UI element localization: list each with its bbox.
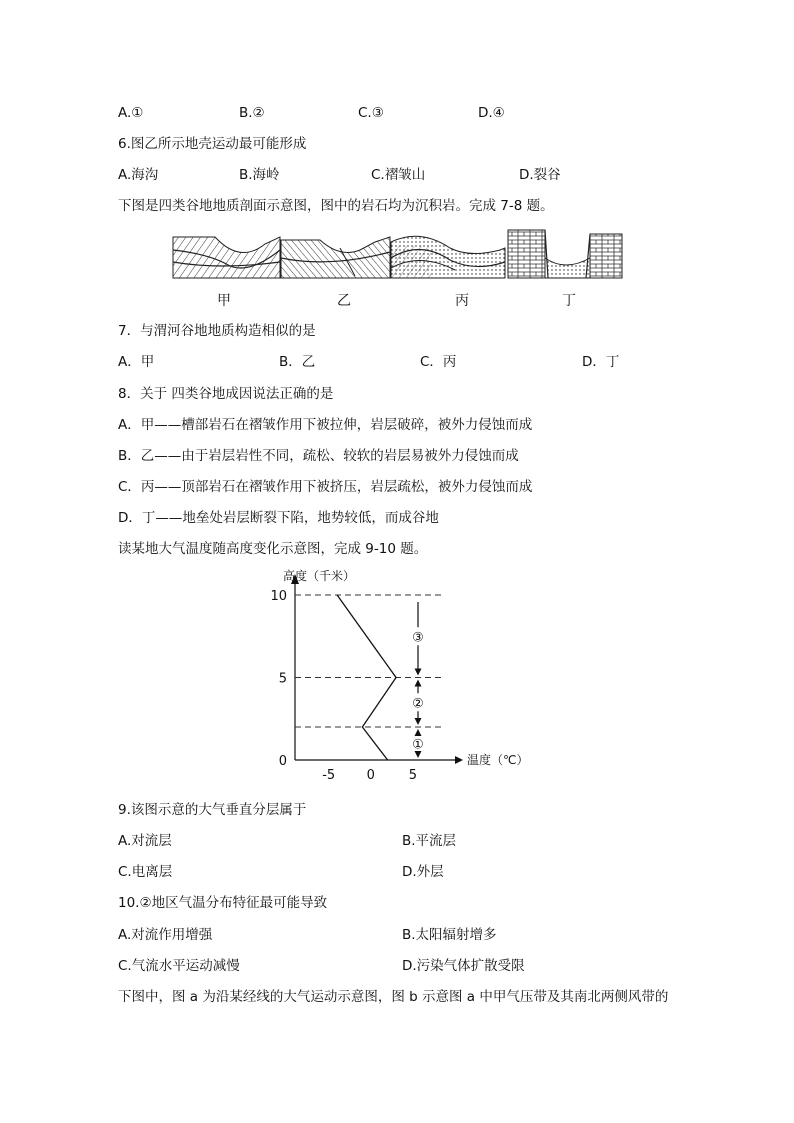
q10-option-a[interactable]: A.对流作用增强 — [118, 927, 213, 943]
valley-bing — [391, 236, 505, 278]
valley-label-bing: 丙 — [455, 293, 469, 309]
y-axis-label: 高度（千米） — [283, 569, 356, 583]
q5-option-d[interactable]: D.④ — [478, 105, 505, 121]
q6-option-a[interactable]: A.海沟 — [118, 167, 159, 183]
x-tick-label: 5 — [408, 768, 418, 783]
valley-label-ding: 丁 — [562, 293, 576, 309]
q6-stem: 6.图乙所示地壳运动最可能形成 — [118, 136, 307, 152]
layer-arrow-head — [415, 669, 422, 676]
layer-arrow-head — [415, 729, 422, 736]
q10-option-b[interactable]: B.太阳辐射增多 — [402, 927, 497, 943]
valley-cross-section-figure — [170, 228, 625, 280]
x-tick-label: 0 — [366, 768, 375, 783]
q7-option-a[interactable]: A．甲 — [118, 354, 155, 370]
q5-option-c[interactable]: C.③ — [358, 105, 384, 121]
layer-label: ② — [412, 696, 424, 712]
q10-option-c[interactable]: C.气流水平运动减慢 — [118, 958, 240, 974]
layer-arrow-head — [415, 718, 422, 725]
intro-7-8: 下图是四类谷地地质剖面示意图，图中的岩石均为沉积岩。完成 7-8 题。 — [118, 198, 554, 214]
valley-yi — [281, 237, 390, 278]
q9-option-a[interactable]: A.对流层 — [118, 833, 172, 849]
valley-jia — [173, 237, 280, 278]
q8-option-a[interactable]: A．甲——槽部岩石在褶皱作用下被拉伸，岩层破碎，被外力侵蚀而成 — [118, 417, 533, 433]
x-tick-label: -5 — [322, 768, 336, 783]
valley-label-jia: 甲 — [217, 293, 231, 309]
valley-label-yi: 乙 — [337, 293, 351, 309]
q9-stem: 9.该图示意的大气垂直分层属于 — [118, 802, 307, 818]
q7-option-c[interactable]: C．丙 — [420, 354, 457, 370]
q9-option-b[interactable]: B.平流层 — [402, 833, 457, 849]
q7-option-d[interactable]: D．丁 — [582, 354, 620, 370]
q10-stem: 10.②地区气温分布特征最可能导致 — [118, 895, 328, 911]
q8-option-b[interactable]: B．乙——由于岩层岩性不同，疏松、较软的岩层易被外力侵蚀而成 — [118, 448, 519, 464]
q6-option-c[interactable]: C.褶皱山 — [371, 167, 426, 183]
layer-label: ③ — [412, 630, 424, 646]
layer-arrow-head — [415, 680, 422, 687]
y-tick-label: 10 — [270, 589, 287, 604]
q6-option-b[interactable]: B.海岭 — [239, 167, 280, 183]
q10-option-d[interactable]: D.污染气体扩散受限 — [402, 958, 525, 974]
q7-option-b[interactable]: B．乙 — [279, 354, 316, 370]
intro-9-10: 读某地大气温度随高度变化示意图，完成 9-10 题。 — [118, 541, 428, 557]
q8-option-c[interactable]: C．丙——顶部岩石在褶皱作用下被挤压，岩层疏松，被外力侵蚀而成 — [118, 479, 533, 495]
y-tick-label: 0 — [278, 754, 287, 769]
q8-stem: 8．关于 四类谷地成因说法正确的是 — [118, 386, 334, 402]
x-axis-label: 温度（℃） — [467, 753, 529, 767]
x-axis-arrow — [455, 756, 463, 764]
intro-next-figure: 下图中，图 a 为沿某经线的大气运动示意图，图 b 示意图 a 中甲气压带及其南北两侧风带的 — [118, 989, 669, 1005]
q9-option-c[interactable]: C.电离层 — [118, 864, 173, 880]
q6-option-d[interactable]: D.裂谷 — [519, 167, 561, 183]
layer-label: ① — [412, 737, 424, 753]
q5-option-a[interactable]: A.① — [118, 105, 144, 121]
q7-stem: 7．与渭河谷地地质构造相似的是 — [118, 323, 316, 339]
q9-option-d[interactable]: D.外层 — [402, 864, 444, 880]
valley-ding — [508, 230, 622, 278]
y-tick-label: 5 — [278, 671, 287, 687]
q5-option-b[interactable]: B.② — [239, 105, 265, 121]
temperature-altitude-chart — [270, 564, 529, 784]
q8-option-d[interactable]: D．丁——地垒处岩层断裂下陷，地势较低，而成谷地 — [118, 510, 439, 526]
